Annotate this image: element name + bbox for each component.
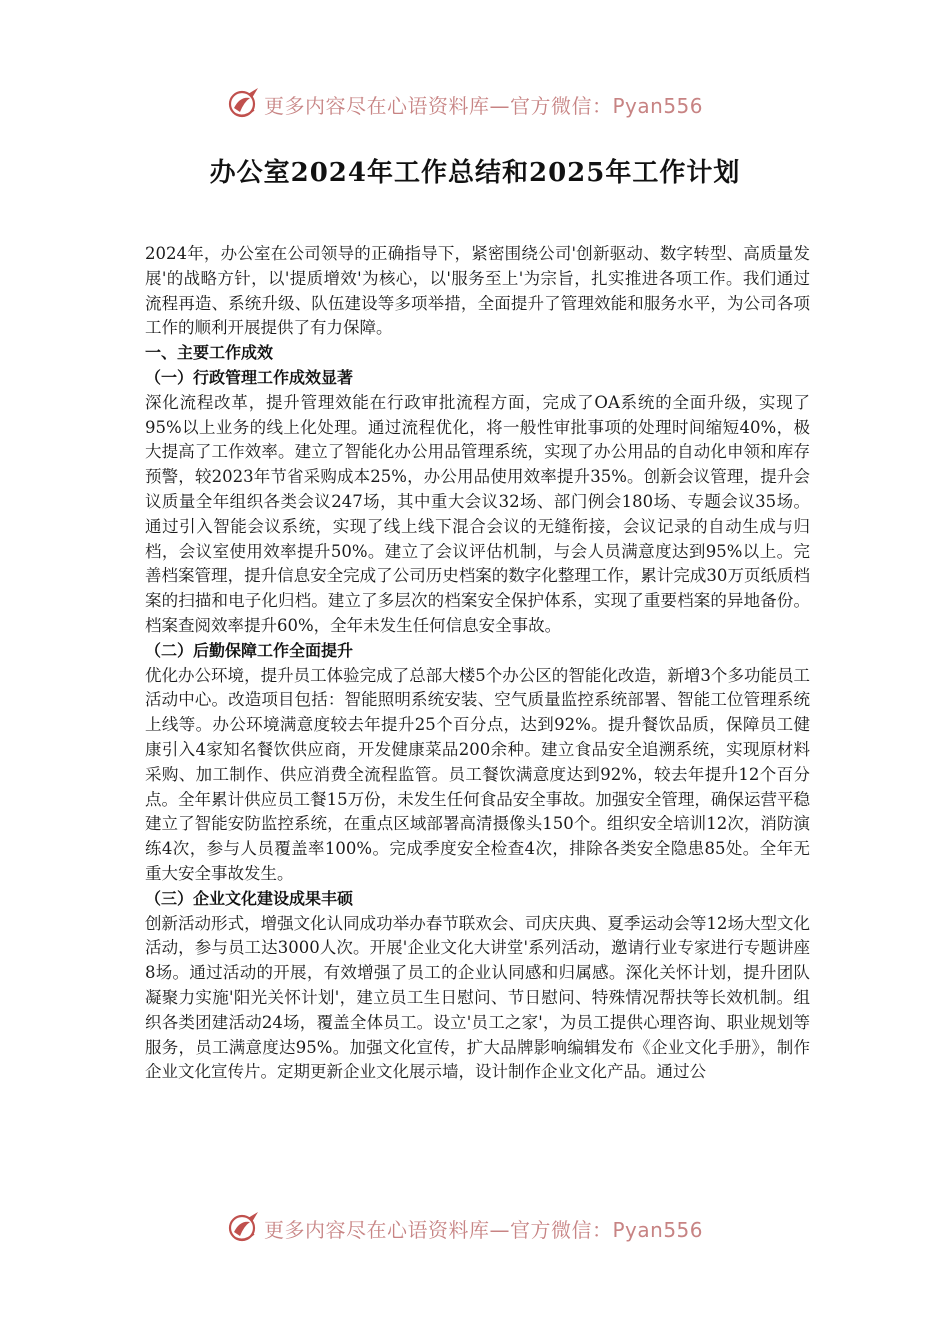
logistics-paragraph: 优化办公环境，提升员工体验完成了总部大楼5个办公区的智能化改造，新增3个多功能员工活动中心。改造项目包括：智能照明系统安装、空气质量监控系统部署、智能工位管理系统上线等。办公环境满意度较去年提升25个百分点，达到92%。提升餐饮品质，保障员工健康引入4家知名餐饮供应商，开发健康菜品200余种。建立食品安全追溯系统，实现原材料采购、加工制作、供应消费全流程监管。员工餐饮满意度达到92%，较去年提升12个百分点。全年累计供应员工餐15万份，未发生任何食品安全事故。加强安全管理，确保运营平稳建立了智能安防监控系统，在重点区域部署高清摄像头150个。组织安全培训12次，消防演练4次，参与人员覆盖率100%。完成季度安全检查4次，排除各类安全隐患85处。全年无重大安全事故发生。	[145, 665, 810, 883]
pen-swirl-logo-icon	[226, 1210, 262, 1246]
watermark-text: 更多内容尽在心语资料库—官方微信：Pyan556	[264, 1217, 704, 1242]
document-title: 办公室2024年工作总结和2025年工作计划	[209, 158, 741, 188]
document-body	[145, 242, 810, 1085]
watermark-banner-bottom	[0, 1208, 950, 1248]
subsection-heading-admin: （一）行政管理工作成效显著	[145, 367, 354, 387]
watermark-text: 更多内容尽在心语资料库—官方微信：Pyan556	[264, 93, 704, 118]
watermark-banner-top	[0, 84, 950, 124]
section-heading-main-results: 一、主要工作成效	[145, 343, 274, 363]
subsection-heading-culture: （三）企业文化建设成果丰硕	[145, 888, 354, 908]
subsection-heading-logistics: （二）后勤保障工作全面提升	[145, 640, 354, 660]
intro-paragraph: 2024年，办公室在公司领导的正确指导下，紧密围绕公司'创新驱动、数字转型、高质量发展'的战略方针，以'提质增效'为核心，以'服务至上'为宗旨，扎实推进各项工作。我们通过流程再造、系统升级、队伍建设等多项举措，全面提升了管理效能和服务水平，为公司各项工作的顺利开展提供了有力保障。	[145, 244, 810, 338]
culture-paragraph: 创新活动形式，增强文化认同成功举办春节联欢会、司庆庆典、夏季运动会等12场大型文化活动，参与员工达3000人次。开展'企业文化大讲堂'系列活动，邀请行业专家进行专题讲座8场。通过活动的开展，有效增强了员工的企业认同感和归属感。深化关怀计划，提升团队凝聚力实施'阳光关怀计划'，建立员工生日慰问、节日慰问、特殊情况帮扶等长效机制。组织各类团建活动24场，覆盖全体员工。设立'员工之家'，为员工提供心理咨询、职业规划等服务，员工满意度达95%。加强文化宣传，扩大品牌影响编辑发布《企业文化手册》，制作企业文化宣传片。定期更新企业文化展示墙，设计制作企业文化产品。通过公	[145, 913, 810, 1082]
admin-paragraph: 深化流程改革，提升管理效能在行政审批流程方面，完成了OA系统的全面升级，实现了95%以上业务的线上化处理。通过流程优化，将一般性审批事项的处理时间缩短40%，极大提高了工作效率。建立了智能化办公用品管理系统，实现了办公用品的自动化申领和库存预警，较2023年节省采购成本25%，办公用品使用效率提升35%。创新会议管理，提升会议质量全年组织各类会议247场，其中重大会议32场、部门例会180场、专题会议35场。通过引入智能会议系统，实现了线上线下混合会议的无缝衔接，会议记录的自动生成与归档，会议室使用效率提升50%。建立了会议评估机制，与会人员满意度达到95%以上。完善档案管理，提升信息安全完成了公司历史档案的数字化整理工作，累计完成30万页纸质档案的扫描和电子化归档。建立了多层次的档案安全保护体系，实现了重要档案的异地备份。档案查阅效率提升60%，全年未发生任何信息安全事故。	[145, 392, 810, 635]
pen-swirl-logo-icon	[226, 86, 262, 122]
